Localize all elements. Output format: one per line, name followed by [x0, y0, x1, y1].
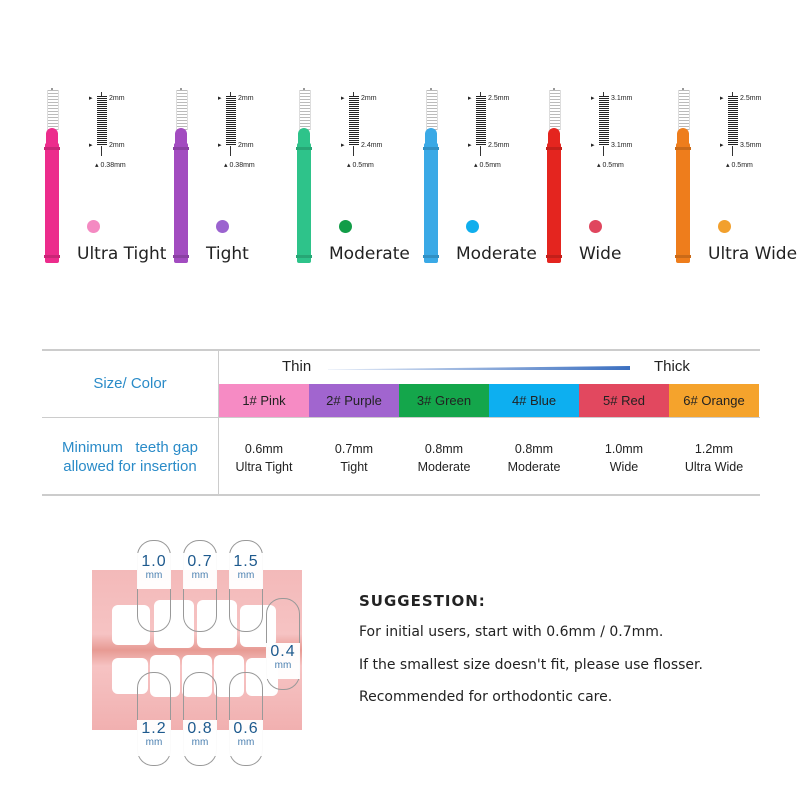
brush-bristles	[47, 90, 59, 130]
brush-handle	[45, 143, 59, 263]
color-dot	[466, 220, 479, 233]
brush-bristles	[426, 90, 438, 130]
gap-size-label	[229, 720, 263, 756]
fit-label: Ultra Wide	[708, 244, 798, 264]
color-swatch: 3# Green	[399, 384, 489, 417]
arrow-icon: ▸	[89, 95, 93, 102]
gap-size-unit: mm	[237, 570, 255, 581]
fit-value: Tight	[340, 460, 368, 474]
bottom-diameter: 3.1mm	[611, 142, 633, 149]
bristle-scale	[349, 96, 359, 146]
gap-cell	[219, 440, 309, 476]
wire-diameter: ▴ 0.38mm	[224, 162, 255, 169]
gap-size-number: 1.0	[141, 553, 167, 570]
gap-size-label	[137, 553, 171, 589]
table-divider	[42, 494, 760, 496]
gap-size-number: 0.7	[187, 553, 213, 570]
gap-cell	[309, 440, 399, 476]
thin-label: Thin	[282, 358, 312, 375]
gap-cell	[399, 440, 489, 476]
arrow-icon: ▸	[720, 142, 724, 149]
gap-size-unit: mm	[237, 737, 255, 748]
gap-size-label	[183, 553, 217, 589]
wire-diameter: ▴ 0.5mm	[474, 162, 501, 169]
suggestion-line: Recommended for orthodontic care.	[359, 689, 613, 705]
suggestion-line: If the smallest size doesn't fit, please use flosser.	[359, 657, 703, 673]
gap-label-line1: Minimum teeth gap	[62, 439, 198, 456]
fit-label: Moderate	[456, 244, 537, 264]
wire-diameter: ▴ 0.38mm	[95, 162, 126, 169]
fit-label: Moderate	[329, 244, 410, 264]
gap-size-unit: mm	[191, 570, 209, 581]
gap-size-unit: mm	[145, 570, 163, 581]
fit-value: Ultra Tight	[235, 460, 293, 474]
wire-diameter-value: 0.5mm	[602, 162, 624, 169]
suggestion-title: SUGGESTION:	[359, 592, 486, 610]
gap-value: 0.6mm	[244, 442, 284, 456]
brush-handle	[676, 143, 690, 263]
gap-size-unit: mm	[145, 737, 163, 748]
bristle-scale	[599, 96, 609, 146]
arrow-icon: ▸	[218, 142, 222, 149]
gap-size-label	[137, 720, 171, 756]
bottom-diameter: 2.5mm	[488, 142, 510, 149]
gap-size-number: 1.5	[233, 553, 259, 570]
color-swatch: 5# Red	[579, 384, 669, 417]
arrow-icon: ▸	[341, 142, 345, 149]
bottom-diameter: 3.5mm	[740, 142, 762, 149]
bristle-scale	[476, 96, 486, 146]
thick-label: Thick	[654, 358, 690, 375]
bristle-scale	[97, 96, 107, 146]
wire-diameter-value: 0.5mm	[479, 162, 501, 169]
gap-value: 0.8mm	[514, 442, 554, 456]
gap-cell	[669, 440, 759, 476]
bottom-diameter: 2mm	[109, 142, 125, 149]
top-diameter: 2mm	[238, 95, 254, 102]
gap-size-number: 0.4	[270, 643, 296, 660]
fit-value: Moderate	[507, 460, 561, 474]
gap-size-number: 0.8	[187, 720, 213, 737]
brush-bristles	[299, 90, 311, 130]
bristle-scale	[226, 96, 236, 146]
color-dot	[87, 220, 100, 233]
fit-label: Ultra Tight	[77, 244, 167, 264]
arrow-icon: ▸	[468, 95, 472, 102]
color-dot	[718, 220, 731, 233]
wire-diameter-value: 0.5mm	[352, 162, 374, 169]
gap-cell	[579, 440, 669, 476]
gap-label	[42, 438, 218, 476]
brush-handle	[424, 143, 438, 263]
brush-handle	[174, 143, 188, 263]
brush-handle	[547, 143, 561, 263]
brush-handle	[297, 143, 311, 263]
top-diameter: 2mm	[361, 95, 377, 102]
top-diameter: 3.1mm	[611, 95, 633, 102]
brush-bristles	[549, 90, 561, 130]
gap-label-line2: allowed for insertion	[63, 458, 197, 475]
color-dot	[216, 220, 229, 233]
color-dot	[589, 220, 602, 233]
color-dot	[339, 220, 352, 233]
color-swatch: 1# Pink	[219, 384, 309, 417]
brush-bristles	[176, 90, 188, 130]
color-swatch: 4# Blue	[489, 384, 579, 417]
gap-size-label	[266, 643, 300, 679]
gap-size-label	[183, 720, 217, 756]
arrow-icon: ▸	[591, 95, 595, 102]
fit-label: Wide	[579, 244, 622, 264]
fit-value: Ultra Wide	[684, 460, 744, 474]
top-diameter: 2.5mm	[488, 95, 510, 102]
suggestion-line: For initial users, start with 0.6mm / 0.7mm.	[359, 624, 664, 640]
wire-diameter-value: 0.38mm	[100, 162, 126, 169]
wire-diameter-value: 0.38mm	[229, 162, 255, 169]
wire-diameter: ▴ 0.5mm	[597, 162, 624, 169]
gap-size-unit: mm	[274, 660, 292, 671]
bristle-scale	[728, 96, 738, 146]
gap-value: 1.2mm	[694, 442, 734, 456]
arrow-icon: ▸	[341, 95, 345, 102]
gap-value: 1.0mm	[604, 442, 644, 456]
arrow-icon: ▸	[720, 95, 724, 102]
gap-value: 0.8mm	[424, 442, 464, 456]
wire-diameter: ▴ 0.5mm	[347, 162, 374, 169]
arrow-icon: ▸	[591, 142, 595, 149]
gap-cell	[489, 440, 579, 476]
gap-size-number: 0.6	[233, 720, 259, 737]
table-divider	[42, 349, 760, 351]
gap-size-label	[229, 553, 263, 589]
gap-size-number: 1.2	[141, 720, 167, 737]
arrow-icon: ▸	[218, 95, 222, 102]
top-diameter: 2mm	[109, 95, 125, 102]
wire-diameter: ▴ 0.5mm	[726, 162, 753, 169]
gap-size-unit: mm	[191, 737, 209, 748]
arrow-icon: ▸	[89, 142, 93, 149]
fit-value: Moderate	[417, 460, 471, 474]
fit-value: Wide	[609, 460, 639, 474]
bottom-diameter: 2mm	[238, 142, 254, 149]
color-swatch: 2# Purple	[309, 384, 399, 417]
size-color-label: Size/ Color	[93, 375, 167, 392]
gap-value: 0.7mm	[334, 442, 374, 456]
wire-diameter-value: 0.5mm	[731, 162, 753, 169]
color-swatch: 6# Orange	[669, 384, 759, 417]
table-divider	[42, 417, 760, 418]
fit-label: Tight	[206, 244, 249, 264]
bottom-diameter: 2.4mm	[361, 142, 383, 149]
arrow-icon: ▸	[468, 142, 472, 149]
brush-bristles	[678, 90, 690, 130]
top-diameter: 2.5mm	[740, 95, 762, 102]
